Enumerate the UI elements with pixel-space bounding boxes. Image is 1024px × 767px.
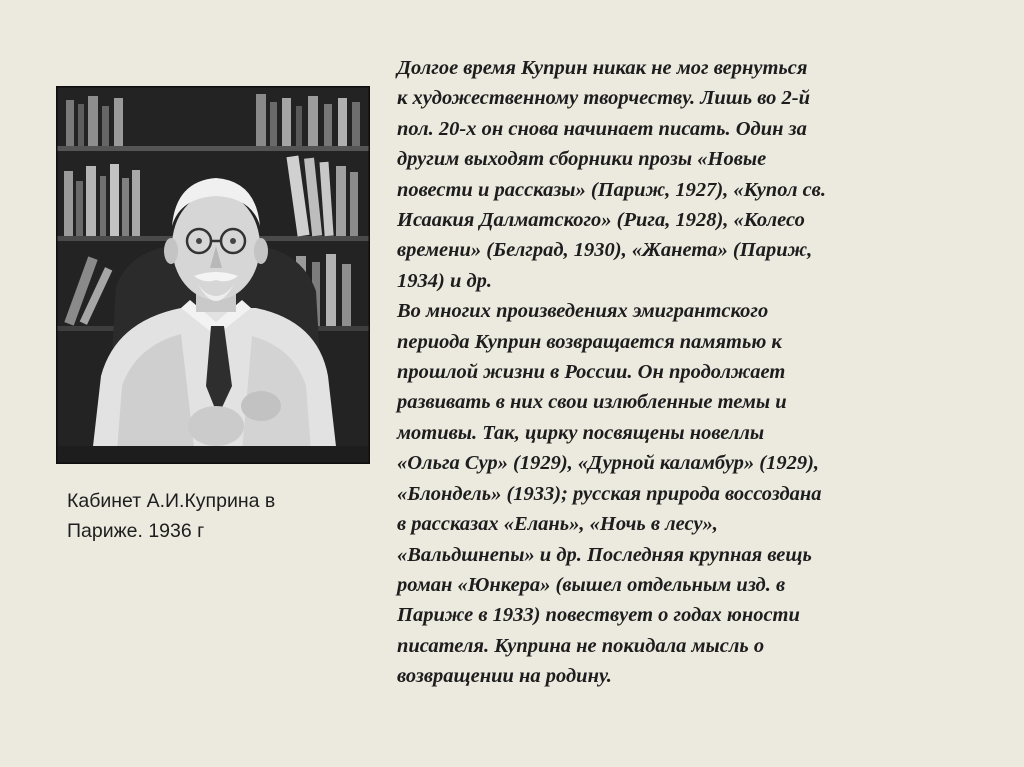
text-line: развивать в них свои излюбленные темы и: [397, 391, 787, 414]
text-line: «Блондель» (1933); русская природа воссоздана: [397, 482, 822, 505]
caption-line: Кабинет А.И.Куприна в: [67, 490, 276, 512]
text-line: Париже в 1933) повествует о годах юности: [397, 604, 800, 627]
portrait-photo: [56, 86, 370, 464]
text-line: к художественному творчеству. Лишь во 2-й: [397, 87, 811, 110]
text-line: возвращении на родину.: [397, 665, 612, 688]
text-line: Долгое время Куприн никак не мог вернуться: [397, 57, 808, 79]
text-line: Исаакия Далматского» (Рига, 1928), «Колесо: [397, 209, 805, 232]
text-line: другим выходят сборники прозы «Новые: [397, 148, 767, 171]
text-line: писателя. Куприна не покидала мысль о: [397, 634, 765, 657]
photo-caption: [67, 486, 357, 546]
text-line: «Ольга Сур» (1929), «Дурной каламбур» (1929),: [397, 452, 820, 475]
text-line: роман «Юнкера» (вышел отдельным изд. в: [397, 573, 786, 596]
text-line: времени» (Белград, 1930), «Жанета» (Париж,: [397, 239, 813, 262]
text-line: периода Куприн возвращается памятью к: [397, 330, 782, 353]
text-line: мотивы. Так, цирку посвящены новеллы: [397, 421, 765, 444]
text-line: 1934) и др.: [397, 269, 493, 292]
portrait-photo-icon: [56, 86, 370, 464]
text-line: повести и рассказы» (Париж, 1927), «Купол св.: [397, 178, 826, 201]
text-line: прошлой жизни в России. Он продолжает: [397, 361, 786, 384]
body-text: [397, 53, 977, 692]
text-line: Во многих произведениях эмигрантского: [397, 300, 769, 323]
text-line: пол. 20-х он снова начинает писать. Один за: [397, 117, 807, 140]
text-line: в рассказах «Елань», «Ночь в лесу»,: [397, 513, 718, 536]
caption-line: Париже. 1936 г: [67, 520, 205, 542]
text-line: «Вальдшнепы» и др. Последняя крупная вещь: [397, 543, 812, 566]
